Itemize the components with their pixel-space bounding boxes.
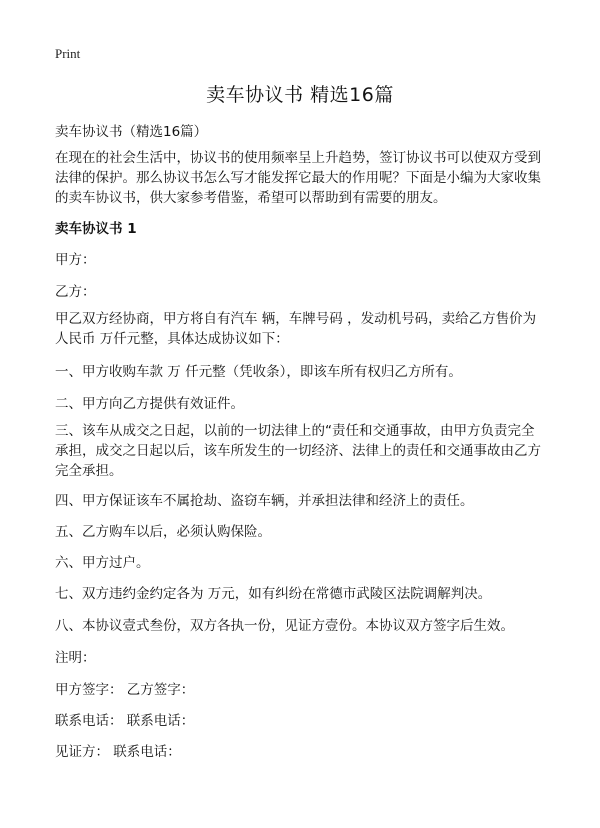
clause-3-line: 承担，成交之日起以后，该车所发生的一切经济、法律上的责任和交通事故由乙方 [55, 443, 541, 459]
document-title: 卖车协议书 精选16篇 [206, 84, 394, 106]
agreement-line: 甲乙双方经协商，甲方将自有汽车 辆，车牌号码 ，发动机号码，卖给乙方售价为 [55, 311, 537, 327]
clause-4: 四、甲方保证该车不属抢劫、盗窃车辆，并承担法律和经济上的责任。 [55, 493, 474, 509]
section-heading: 卖车协议书 1 [55, 221, 137, 237]
party-b-line: 乙方： [55, 284, 96, 300]
clause-8: 八、本协议壹式叁份，双方各执一份，见证方壹份。本协议双方签字后生效。 [55, 618, 514, 634]
print-label: Print [55, 46, 81, 61]
clause-3-line: 完全承担。 [55, 463, 123, 479]
agreement-paragraph [55, 309, 555, 349]
clause-1: 一、甲方收购车款 万 仟元整（凭收条），即该车所有权归乙方所有。 [55, 364, 462, 380]
phones-line: 联系电话： 联系电话： [55, 713, 195, 729]
clause-5: 五、乙方购车以后，必须认购保险。 [55, 524, 271, 540]
signatures-line: 甲方签字： 乙方签字： [55, 682, 195, 698]
intro-line: 法律的保护。那么协议书怎么写才能发挥它最大的作用呢？下面是小编为大家收集 [55, 170, 541, 186]
intro-line: 在现在的社会生活中，协议书的使用频率呈上升趋势，签订协议书可以使双方受到 [55, 150, 541, 166]
clause-6: 六、甲方过户。 [55, 555, 150, 571]
clause-7: 七、双方违约金约定各为 万元，如有纠纷在常德市武陵区法院调解判决。 [55, 586, 492, 602]
note-line: 注明： [55, 650, 96, 666]
intro-paragraph [55, 148, 555, 208]
clause-3-line: 三、该车从成交之日起，以前的一切法律上的“责任和交通事故，由甲方负责完全 [55, 423, 535, 439]
clause-2: 二、甲方向乙方提供有效证件。 [55, 396, 244, 412]
agreement-line: 人民币 万仟元整，具体达成协议如下： [55, 331, 289, 347]
party-a-line: 甲方： [55, 252, 96, 268]
intro-line: 的卖车协议书，供大家参考借鉴，希望可以帮助到有需要的朋友。 [55, 190, 447, 206]
document-subtitle: 卖车协议书（精选16篇） [55, 124, 208, 140]
witness-line: 见证方： 联系电话： [55, 744, 181, 760]
clause-3 [55, 421, 555, 481]
